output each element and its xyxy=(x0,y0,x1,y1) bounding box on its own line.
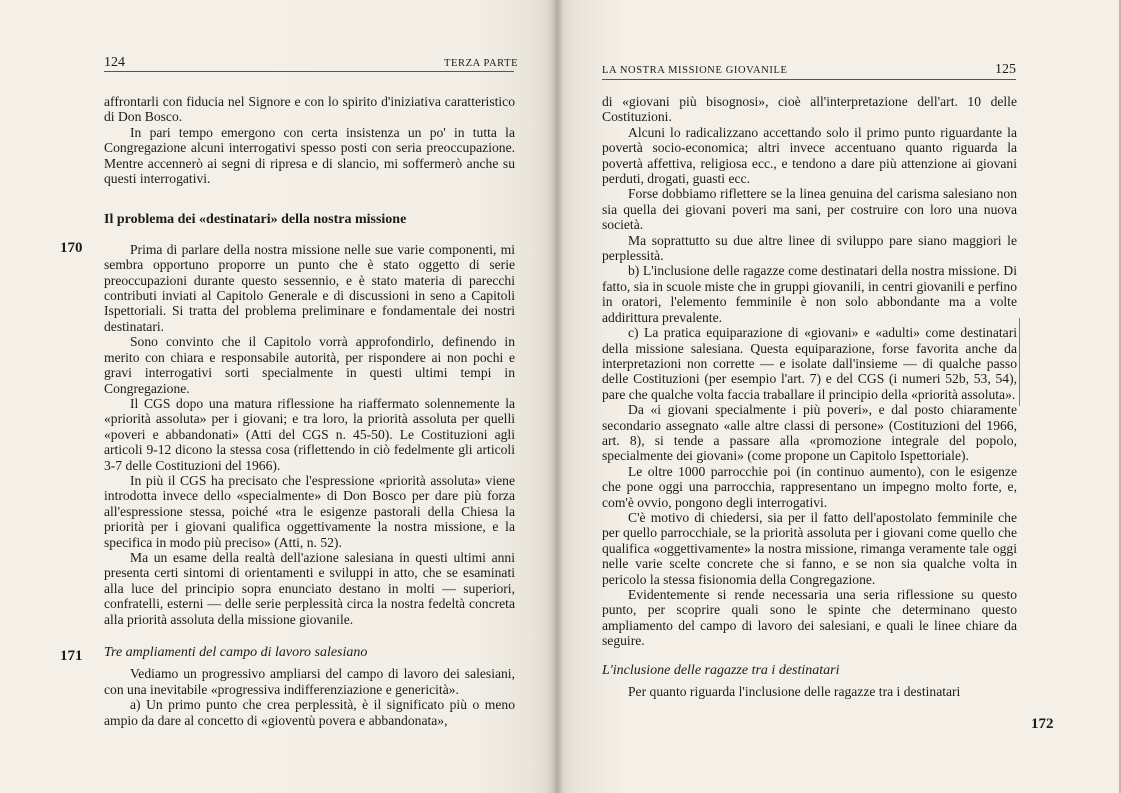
paragraph: In pari tempo emergono con certa insistenza un po' in tutta la Congregazione alcuni interrogativi spesso posti con seria preoccupazione. Mentre accennerò ai segni di ripresa e di slancio, mi soffermerò anche su questi interrogativi. xyxy=(104,124,515,187)
running-header: TERZA PARTE xyxy=(444,58,519,69)
paragraph: Per quanto riguarda l'inclusione delle ragazze tra i destinatari xyxy=(628,684,961,700)
margin-number-171: 171 xyxy=(60,648,83,664)
paragraph: Forse dobbiamo riflettere se la linea genuina del carisma salesiano non sia quella dei giovani poveri ma sani, per costruire con loro una nuova società. xyxy=(602,186,1017,233)
pencil-margin-mark xyxy=(1019,318,1020,406)
paragraph: di «giovani più bisognosi», cioè all'interpretazione dell'art. 10 delle Costituzioni. xyxy=(602,94,1017,125)
header-rule xyxy=(104,71,514,72)
subsection-heading: Tre ampliamenti del campo di lavoro salesiano xyxy=(104,645,368,660)
paragraph: Sono convinto che il Capitolo vorrà approfondirlo, definendo in merito con chiara e responsabile autorità, per rispondere ai non pochi e gravi interrogativi sorti specialmente in questi ultimi tempi in Congregazione. xyxy=(104,334,515,396)
paragraph: C'è motivo di chiedersi, sia per il fatto dell'apostolato femminile che per quello parrocchiale, se la priorità assoluta per i giovani come quello che qualifica «oggettivamente» la nostra missione, rimanga veramente tale oggi nelle varie scelte concrete che si fanno, e se non sia qualche volta in pericolo la stessa fisionomia della Congregazione. xyxy=(602,509,1017,587)
paragraph: Vediamo un progressivo ampliarsi del campo di lavoro dei salesiani, con una inevitabile «progressiva indifferenziazione e genericità». xyxy=(104,666,515,697)
header-rule xyxy=(602,79,1016,80)
paragraph: Prima di parlare della nostra missione nelle sue varie componenti, mi sembra opportuno proporre un punto che è stato oggetto di serie preoccupazioni durante questo sessennio, e è stato materia di parecchi contributi inviati al Capitolo Generale e di discussioni in seno a Capitoli Ispettoriali. Si tratta del problema preliminare e fondamentale dei nostri destinatari. xyxy=(104,241,515,334)
margin-number-172: 172 xyxy=(1031,716,1054,732)
left-page xyxy=(0,0,556,793)
page-number: 124 xyxy=(104,55,125,70)
section-heading: Il problema dei «destinatari» della nostra missione xyxy=(104,212,407,228)
paragraph: a) Un primo punto che crea perplessità, è il significato più o meno ampio da dare al concetto di «gioventù povera e abbandonata», xyxy=(104,697,515,728)
left-column xyxy=(104,94,515,728)
running-header: LA NOSTRA MISSIONE GIOVANILE xyxy=(602,65,788,76)
subsection-heading: L'inclusione delle ragazze tra i destinatari xyxy=(602,662,840,678)
margin-number-170: 170 xyxy=(60,240,83,256)
right-page xyxy=(556,0,1121,793)
paragraph: Alcuni lo radicalizzano accettando solo il primo punto riguardante la povertà socio-economica; altri invece accentuano quanto riguarda la povertà affettiva, religiosa ecc., e tendono a dare più attenzione ai giovani perduti, drogati, guasti ecc. xyxy=(602,124,1017,187)
paragraph: Evidentemente si rende necessaria una seria riflessione su questo punto, per scoprire quali sono le spinte che determinano questo ampliamento del campo di lavoro dei salesiani, e quali le linee chiare da seguire. xyxy=(602,587,1017,649)
paragraph: Le oltre 1000 parrocchie poi (in continuo aumento), con le esigenze che pone oggi una parrocchia, rappresentano un impegno molto forte, e, com'è ovvio, pongono degli interrogativi. xyxy=(602,463,1017,510)
book-gutter xyxy=(548,0,564,793)
paragraph: Ma un esame della realtà dell'azione salesiana in questi ultimi anni presenta certi sintomi di orientamenti e sviluppi in atto, che se esaminati alla luce del principio sopra enunciato destano in molti — superiori, confratelli, esterni — delle serie perplessità circa la nostra fedeltà concreta alla priorità assoluta della missione giovanile. xyxy=(104,549,515,627)
paragraph: Il CGS dopo una matura riflessione ha riaffermato solennemente la «priorità assoluta» per i giovani; e tra loro, la priorità assoluta per quelli «poveri e abbandonati» (Atti del CGS n. 45-50). Le Costituzioni agli articoli 9-12 dicono la stessa cosa (riflettendo in ciò fedelmente gli articoli 3-7 delle Costituzioni del 1966). xyxy=(104,395,515,473)
paragraph: Ma soprattutto su due altre linee di sviluppo pare siano maggiori le perplessità. xyxy=(602,232,1017,264)
paragraph: c) La pratica equiparazione di «giovani» e «adulti» come destinatari della missione salesiana. Questa equiparazione, forse favorita anche da interpretazioni non corrette — e isolate dall'insieme — di qualche passo delle Costituzioni (per esempio l'art. 7) e del CGS (i numeri 52b, 53, 54), pare che qualche volta faccia traballare il principio della «priorità assoluta». xyxy=(602,325,1017,402)
paragraph: affrontarli con fiducia nel Signore e con lo spirito d'iniziativa caratteristico di Don Bosco. xyxy=(104,94,515,125)
paragraph: In più il CGS ha precisato che l'espressione «priorità assoluta» viene introdotta invece dello «specialmente» di Don Bosco per dare più forza all'espressione stessa, poiché «tra le esigenze pastorali della Chiesa la priorità per i giovani qualifica oggettivamente la nostra missione, e la specifica in modo più preciso» (Atti, n. 52). xyxy=(104,472,515,550)
paragraph: Da «i giovani specialmente i più poveri», e dal posto chiaramente secondario assegnato «alle altre classi di persone» (Costituzioni del 1966, art. 8), si tende a passare alla «promozione integrale del popolo, specialmente dei giovani» (come propone un Capitolo Ispettoriale). xyxy=(602,402,1017,464)
paragraph: b) L'inclusione delle ragazze come destinatari della nostra missione. Di fatto, sia in scuole miste che in gruppi giovanili, in centri giovanili e perfino in oratori, l'elemento femminile è non solo abbondante ma a volte addirittura prevalente. xyxy=(602,263,1017,325)
right-column xyxy=(602,94,1017,699)
page-number: 125 xyxy=(995,62,1016,77)
